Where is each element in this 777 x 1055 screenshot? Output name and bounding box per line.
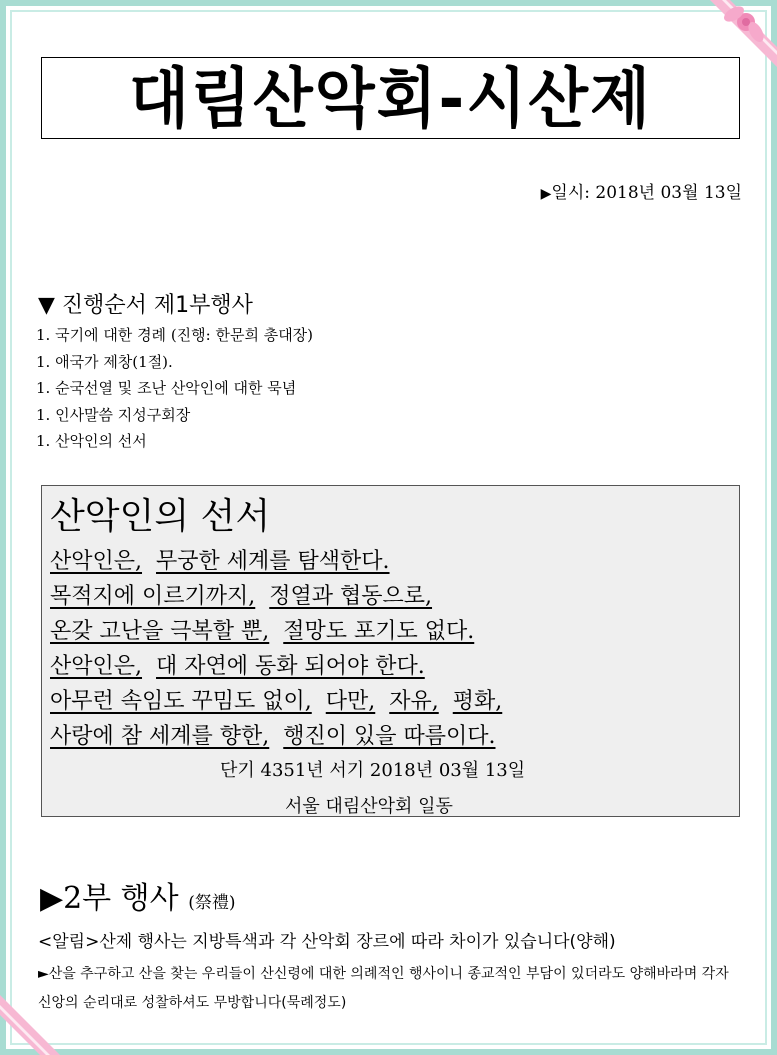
oath-lines: [50, 544, 502, 754]
list-item: 1. 순국선열 및 조난 산악인에 대한 묵념: [36, 379, 297, 397]
date-value: 2018년 03월 13일: [595, 183, 742, 203]
part2-heading-text: ▶2부 행사: [40, 881, 179, 916]
title-box: [41, 57, 740, 139]
oath-phrase: 행진이 있을 따름이다.: [283, 724, 496, 749]
date-label: 일시:: [551, 183, 590, 203]
note-text: ►산을 추구하고 산을 찾는 우리들이 산신령에 대한 의례적인 행사이니 종교적인 부담이 있더라도 양해바라며 각자 신앙의 순리대로 성찰하셔도 무방합니다(묵례정도): [38, 966, 729, 1011]
oath-phrase: 다만,: [325, 689, 376, 714]
oath-phrase: 아무런 속임도 꾸밈도 없이,: [50, 689, 312, 714]
oath-line: [50, 544, 502, 579]
oath-phrase: 산악인은,: [50, 654, 143, 679]
part2-heading: [40, 873, 235, 917]
part1-heading: ▼ 진행순서 제1부행사: [38, 293, 253, 318]
oath-phrase: 대 자연에 동화 되어야 한다.: [156, 654, 425, 679]
oath-phrase: 목적지에 이르기까지,: [50, 584, 256, 609]
oath-line: [50, 649, 502, 684]
oath-line: [50, 684, 502, 719]
list-item: 1. 애국가 제창(1절).: [36, 352, 173, 371]
list-item: 1. 국기에 대한 경례 (진행: 한문희 총대장): [36, 326, 314, 344]
oath-line: [50, 579, 502, 614]
oath-phrase: 절망도 포기도 없다.: [283, 619, 475, 644]
oath-phrase: 온갖 고난을 극복할 뿐,: [50, 619, 270, 644]
oath-phrase: 무궁한 세계를 탐색한다.: [156, 549, 390, 574]
list-item: 1. 산악인의 선서: [36, 432, 147, 450]
date-marker-icon: ▶: [540, 186, 552, 202]
notice-text: <알림>산제 행사는 지방특색과 각 산악회 장르에 따라 차이가 있습니다(양해): [38, 932, 616, 952]
oath-title: 산악인의 선서: [50, 496, 271, 537]
part1-list: [36, 322, 313, 455]
oath-phrase: 자유,: [389, 689, 439, 714]
oath-line: [50, 719, 502, 754]
page-title: 대림산악회-시산제: [129, 60, 652, 137]
oath-box: [41, 485, 740, 817]
oath-phrase: 정열과 협동으로,: [269, 584, 433, 609]
oath-phrase: 산악인은,: [50, 549, 143, 574]
oath-date: 단기 4351년 서기 2018년 03월 13일: [220, 760, 526, 781]
oath-line: [50, 614, 502, 649]
oath-phrase: 평화,: [452, 689, 503, 714]
list-item: 1. 인사말씀 지성구회장: [36, 405, 191, 424]
oath-org: 서울 대림산악회 일동: [285, 796, 453, 817]
oath-phrase: 사랑에 참 세계를 향한,: [50, 724, 270, 749]
part2-heading-small: (祭禮): [188, 893, 236, 913]
event-date: [541, 178, 742, 203]
